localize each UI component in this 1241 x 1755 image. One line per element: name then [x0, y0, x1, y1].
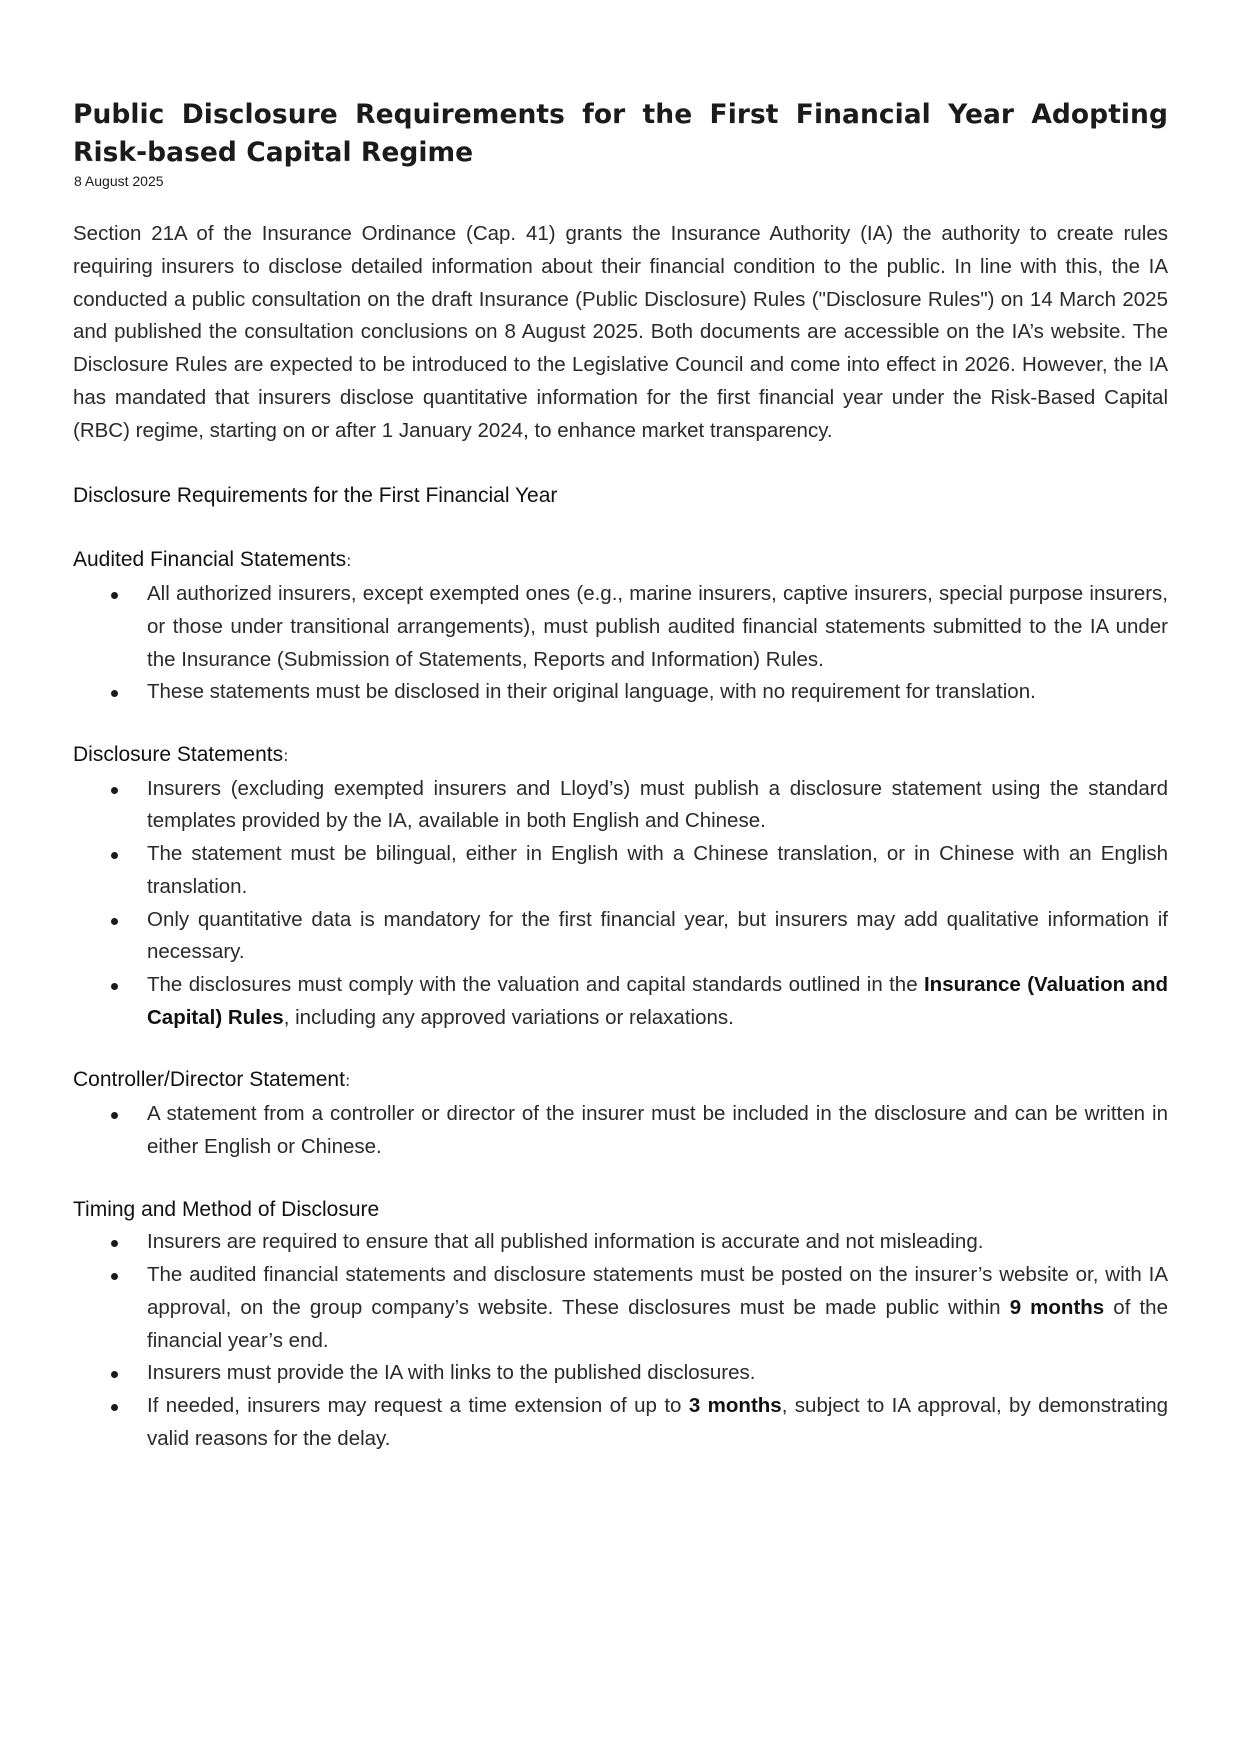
list-item-text-end: , including any approved variations or relaxations. [283, 1005, 734, 1029]
list-item-text: These statements must be disclosed in their original language, with no requirement for translation. [147, 680, 1036, 704]
list-item [73, 1098, 1168, 1163]
list-item [73, 578, 1168, 676]
disclosure-statements-list [73, 773, 1168, 1035]
timing-method-list [73, 1226, 1168, 1455]
list-item-text: Insurers are required to ensure that all published information is accurate and not misleading. [147, 1230, 984, 1254]
list-item [73, 838, 1168, 903]
audited-statements-heading-text: Audited Financial Statements [73, 548, 347, 572]
requirements-heading: Disclosure Requirements for the First Financial Year [73, 483, 558, 507]
bullet-icon [111, 1240, 118, 1247]
extension-emphasis: 3 months [688, 1393, 782, 1417]
controller-statement-heading-text: Controller/Director Statement [73, 1068, 345, 1092]
list-item-text-end: , subject to IA approval, by demonstrating valid reasons for the delay. [147, 1393, 1169, 1450]
list-item [73, 904, 1168, 969]
list-item [73, 1357, 1168, 1390]
list-item-text: All authorized insurers, except exempted ones (e.g., marine insurers, captive insurers, special purpose insurers, or those under transitional arrangements), must publish audited financial statements submitted to the IA under the Insurance (Submission of Statements, Reports and Information) Rules. [147, 582, 1168, 671]
list-item [73, 1259, 1168, 1357]
disclosure-statements-heading [73, 739, 1168, 773]
list-item-text-start: The disclosures must comply with the valuation and capital standards outlined in the [147, 973, 924, 996]
audited-statements-heading [73, 544, 1168, 578]
list-item-text: Only quantitative data is mandatory for the first financial year, but insurers may add qualitative information if necessary. [147, 907, 1168, 964]
list-item-text-start: If needed, insurers may request a time extension of up to [147, 1393, 689, 1417]
bullet-icon [111, 918, 118, 925]
list-item-text-start: The audited financial statements and disclosure statements must be posted on the insurer’s website or, with IA approval, on the group company’s website. These disclosures must be made public within [147, 1263, 1168, 1319]
list-item [73, 1226, 1168, 1259]
heading-colon: : [344, 1071, 351, 1091]
bullet-icon [111, 592, 118, 599]
heading-colon: : [346, 551, 352, 571]
list-item-text: A statement from a controller or director of the insurer must be included in the disclosure and can be written in either English or Chinese. [147, 1102, 1168, 1158]
list-item [73, 773, 1168, 838]
bullet-icon [111, 1112, 118, 1119]
list-item [73, 676, 1168, 709]
list-item-text-end: of the financial year’s end. [147, 1295, 1168, 1352]
document-title: Public Disclosure Requirements for the First Financial Year Adopting Risk-based Capital Regime [73, 99, 1168, 168]
audited-statements-list [73, 578, 1168, 709]
bullet-icon [111, 983, 118, 990]
controller-statement-heading [73, 1064, 1168, 1098]
bullet-icon [111, 852, 118, 859]
heading-colon: : [283, 745, 289, 765]
intro-paragraph: Section 21A of the Insurance Ordinance (Cap. 41) grants the Insurance Authority (IA) the authority to create rules requiring insurers to disclose detailed information about their financial condition to the public. In line with this, the IA conducted a public consultation on the draft Insurance (Public Disclosure) Rules ("Disclosure Rules") on 14 March 2025 and published the consultation conclusions on 8 August 2025. Both documents are accessible on the IA’s website. The Disclosure Rules are expected to be introduced to the Legislative Council and come into effect in 2026. However, the IA has mandated that insurers disclose quantitative information for the first financial year under the Risk-Based Capital (RBC) regime, starting on or after 1 January 2024, to enhance market transparency. [73, 222, 1168, 442]
bullet-icon [111, 1273, 118, 1280]
bullet-icon [111, 787, 118, 794]
document-body [73, 96, 1168, 1455]
list-item [73, 969, 1168, 1034]
publication-date: 8 August 2025 [74, 173, 164, 189]
bullet-icon [111, 690, 118, 697]
deadline-emphasis: 9 months [1009, 1295, 1105, 1319]
timing-method-heading: Timing and Method of Disclosure [73, 1197, 380, 1221]
rules-name-emphasis: Insurance (Valuation and Capital) Rules [147, 973, 1168, 1029]
list-item-text: The statement must be bilingual, either in English with a Chinese translation, or in Chinese with an English translation. [147, 842, 1168, 898]
list-item-text: Insurers (excluding exempted insurers and Lloyd’s) must publish a disclosure statement using the standard templates provided by the IA, available in both English and Chinese. [147, 776, 1168, 833]
bullet-icon [111, 1371, 118, 1378]
list-item-text: Insurers must provide the IA with links to the published disclosures. [147, 1361, 756, 1385]
disclosure-statements-heading-text: Disclosure Statements [73, 742, 284, 766]
bullet-icon [111, 1404, 118, 1411]
list-item [73, 1390, 1168, 1455]
controller-statement-list [73, 1098, 1168, 1163]
